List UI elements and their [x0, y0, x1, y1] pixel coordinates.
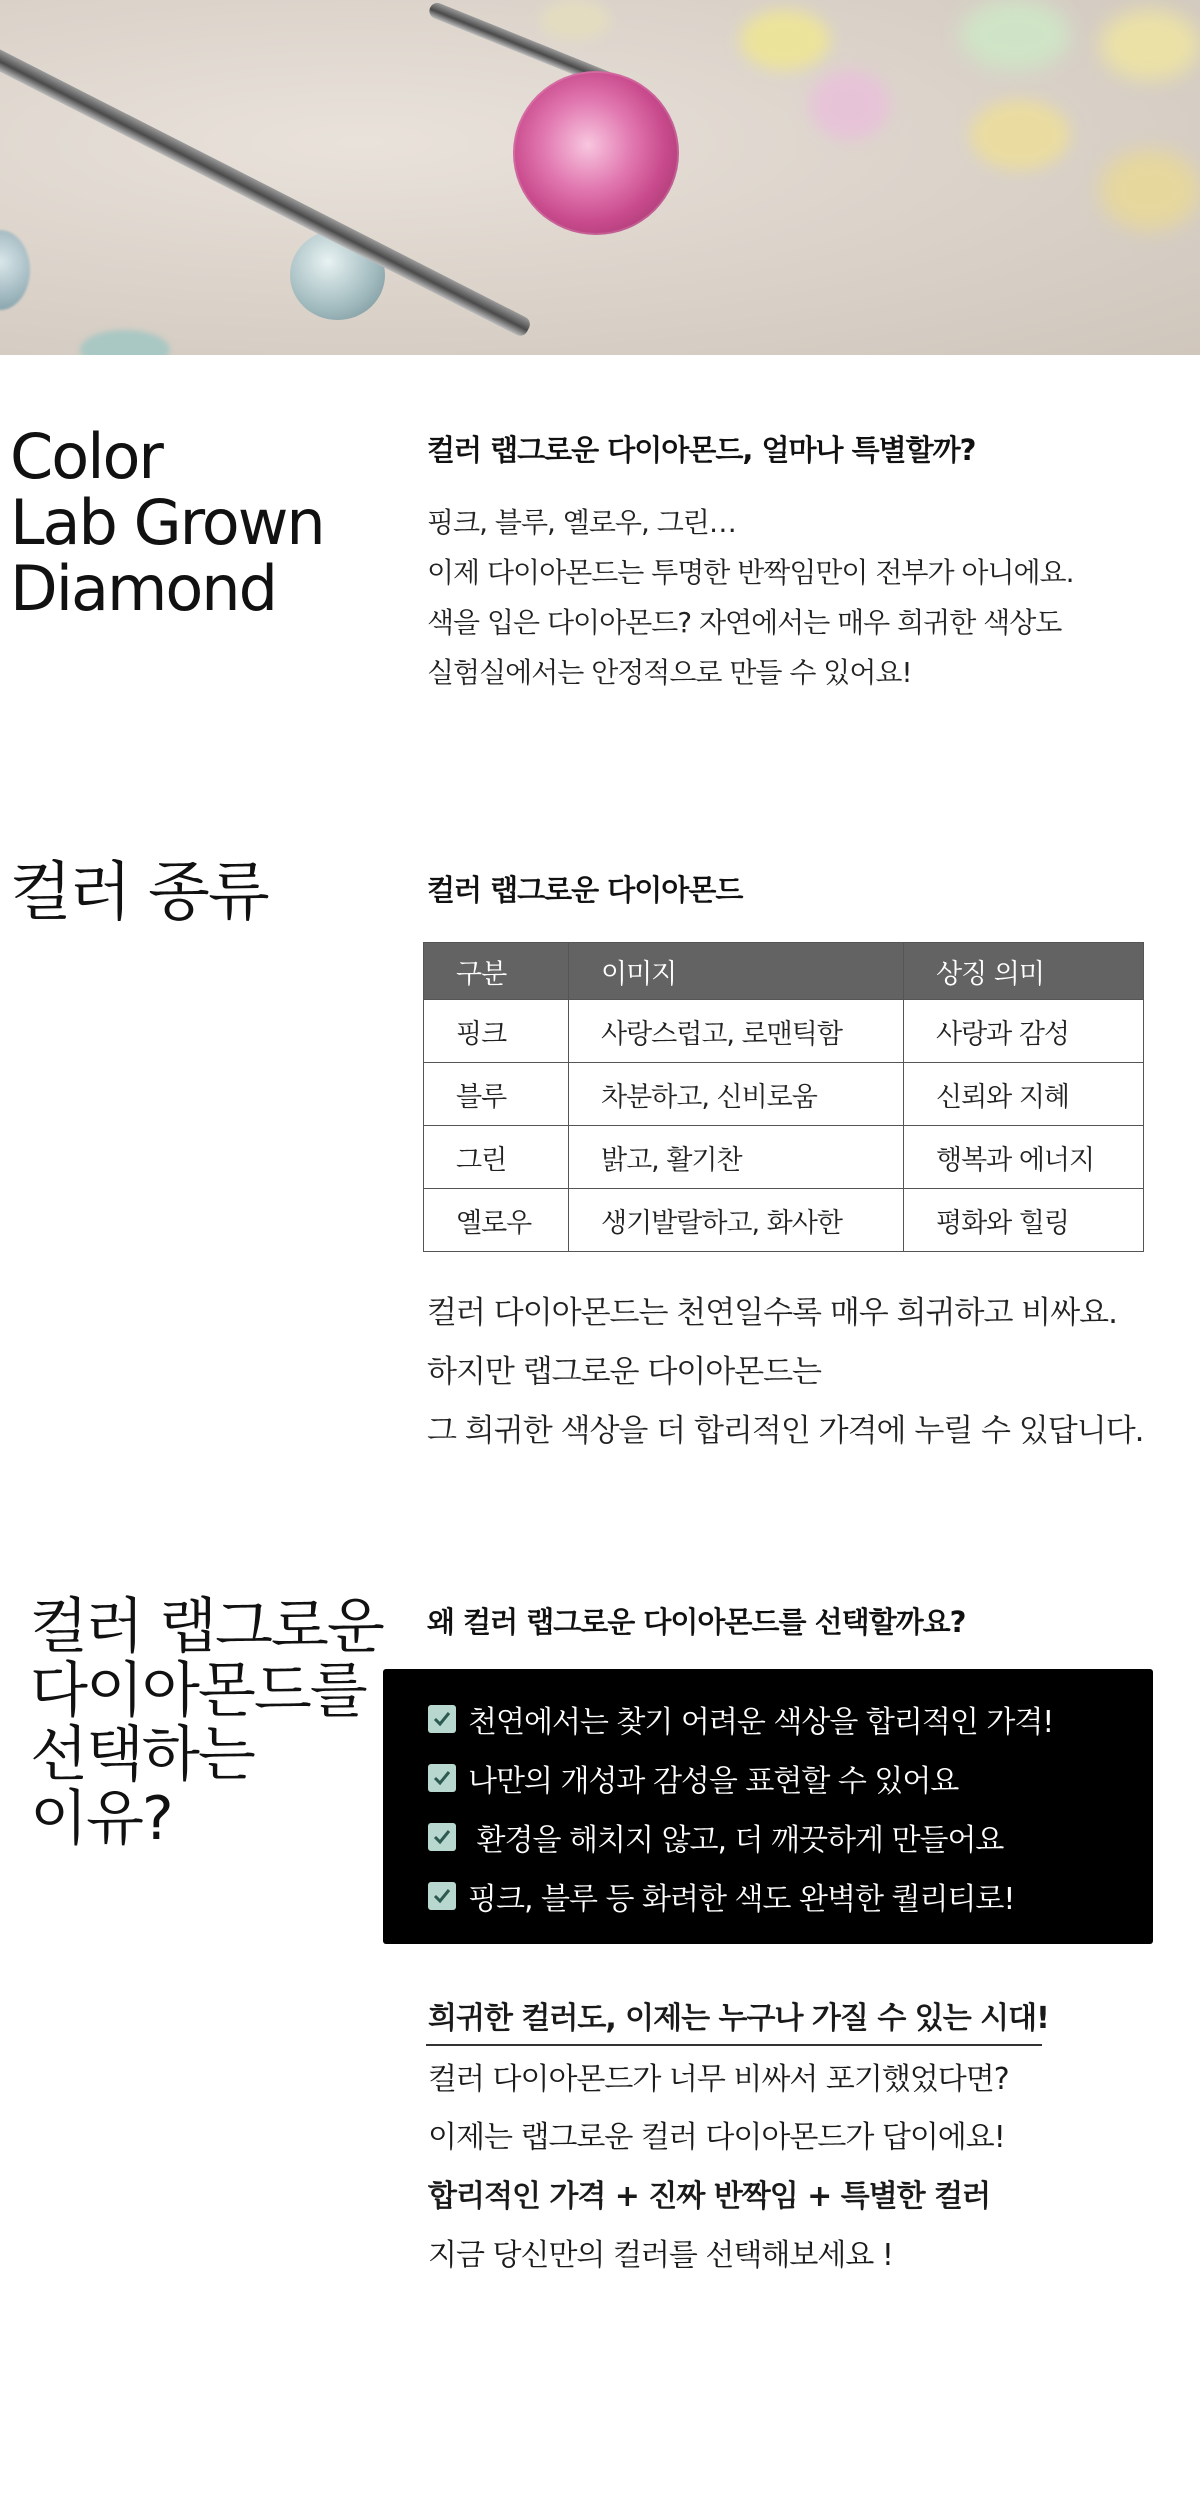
table-cell: 그린	[424, 1126, 569, 1189]
check-square-icon	[428, 1705, 456, 1733]
table-cell: 핑크	[424, 1000, 569, 1063]
check-square-icon	[428, 1823, 456, 1851]
table-cell: 옐로우	[424, 1189, 569, 1252]
title-line: 이유?	[30, 1784, 172, 1854]
blur-gem	[1100, 10, 1200, 80]
title-line: Lab Grown	[10, 486, 324, 559]
text-line: 컬러 다이아몬드는 천연일수록 매우 희귀하고 비싸요.	[427, 1295, 1117, 1331]
blur-gem	[1100, 150, 1200, 230]
closing-line: 이제는 랩그로운 컬러 다이아몬드가 답이에요!	[428, 2120, 1005, 2155]
table-row	[424, 1126, 1144, 1189]
text-line: 핑크, 블루, 옐로우, 그린…	[427, 506, 736, 539]
title-line: 선택하는	[30, 1720, 254, 1790]
blur-gem	[740, 10, 830, 70]
closing-line: 지금 당신만의 컬러를 선택해보세요 !	[428, 2238, 893, 2273]
table-cell: 차분하고, 신비로움	[569, 1063, 904, 1126]
blue-gem	[0, 230, 30, 310]
text-line: 그 희귀한 색상을 더 합리적인 가격에 누릴 수 있답니다.	[427, 1413, 1144, 1449]
intro-title	[10, 420, 324, 625]
reason-item	[428, 1756, 958, 1800]
reason-item	[428, 1815, 1003, 1859]
types-heading: 컬러 랩그로운 다이아몬드	[427, 873, 743, 907]
reason-text: 핑크, 블루 등 화려한 색도 완벽한 퀄리티로!	[468, 1882, 1015, 1917]
color-table	[423, 942, 1144, 1252]
title-line: Diamond	[10, 552, 276, 625]
table-row	[424, 1063, 1144, 1126]
text-line: 이제 다이아몬드는 투명한 반짝임만이 전부가 아니에요.	[427, 556, 1074, 589]
title-line: Color	[10, 420, 162, 493]
tweezer-arm	[0, 21, 533, 338]
reason-text: 나만의 개성과 감성을 표현할 수 있어요	[468, 1764, 959, 1799]
blur-gem	[810, 70, 890, 140]
closing-line: 컬러 다이아몬드가 너무 비싸서 포기했었다면?	[428, 2062, 1009, 2097]
table-row	[424, 1189, 1144, 1252]
types-text	[427, 1284, 1144, 1461]
intro-text	[427, 498, 1074, 698]
table-cell: 밝고, 활기찬	[569, 1126, 904, 1189]
text-line: 하지만 랩그로운 다이아몬드는	[427, 1354, 822, 1390]
why-heading: 왜 컬러 랩그로운 다이아몬드를 선택할까요?	[427, 1605, 966, 1639]
table-header: 이미지	[569, 943, 904, 1000]
table-row	[424, 1000, 1144, 1063]
table-header: 구분	[424, 943, 569, 1000]
pink-diamond	[513, 71, 679, 235]
table-header: 상징 의미	[904, 943, 1144, 1000]
table-cell: 사랑과 감성	[904, 1000, 1144, 1063]
table-cell: 평화와 힐링	[904, 1189, 1144, 1252]
hero-photo	[0, 0, 1200, 355]
why-title	[30, 1592, 383, 1854]
table-cell: 신뢰와 지혜	[904, 1063, 1144, 1126]
table-cell: 생기발랄하고, 화사한	[569, 1189, 904, 1252]
table-cell: 블루	[424, 1063, 569, 1126]
table-cell: 사랑스럽고, 로맨틱함	[569, 1000, 904, 1063]
text-line: 색을 입은 다이아몬드? 자연에서는 매우 희귀한 색상도	[427, 606, 1062, 639]
types-title: 컬러 종류	[10, 856, 268, 930]
title-line: 컬러 랩그로운	[30, 1592, 383, 1662]
table-cell: 행복과 에너지	[904, 1126, 1144, 1189]
blur-gem	[970, 100, 1070, 170]
blur-gem	[960, 0, 1070, 70]
table-header-row	[424, 943, 1144, 1000]
reason-text: 천연에서는 찾기 어려운 색상을 합리적인 가격!	[468, 1705, 1054, 1740]
reason-item	[428, 1874, 1014, 1918]
title-line: 다이아몬드를	[30, 1656, 366, 1726]
check-square-icon	[428, 1764, 456, 1792]
closing-highlight: 합리적인 가격 + 진짜 반짝임 + 특별한 컬러	[428, 2179, 991, 2214]
blur-gem	[540, 0, 610, 40]
reason-item	[428, 1697, 1053, 1741]
text-line: 실험실에서는 안정적으로 만들 수 있어요!	[427, 656, 912, 689]
closing-headline: 희귀한 컬러도, 이제는 누구나 가질 수 있는 시대!	[428, 2001, 1049, 2036]
divider	[426, 2044, 1042, 2046]
intro-heading: 컬러 랩그로운 다이아몬드, 얼마나 특별할까?	[427, 433, 976, 467]
blue-gem	[80, 330, 170, 355]
reason-text: 환경을 해치지 않고, 더 깨끗하게 만들어요	[468, 1823, 1004, 1858]
check-square-icon	[428, 1882, 456, 1910]
